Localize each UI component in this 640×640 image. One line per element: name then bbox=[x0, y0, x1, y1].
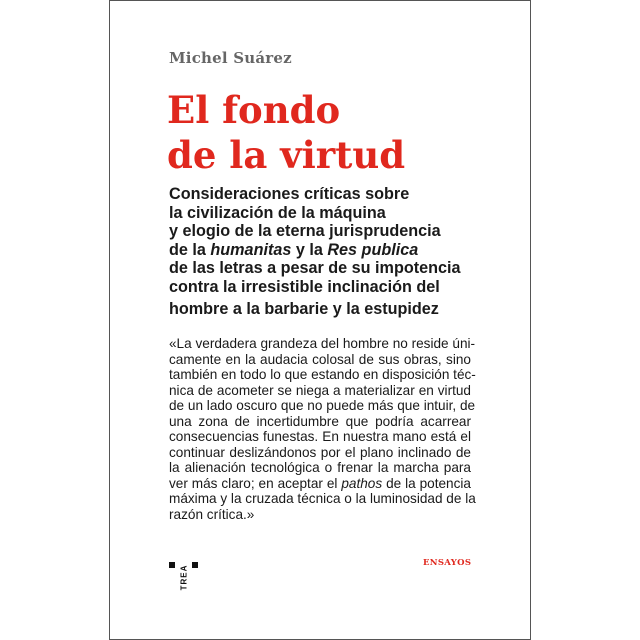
quote-line: «La verdadera grandeza del hombre no reside úni- bbox=[169, 336, 476, 351]
logo-square-right bbox=[192, 562, 198, 568]
subtitle-line: hombre a la barbarie y la estupidez bbox=[169, 299, 439, 318]
trea-logo-icon bbox=[169, 561, 199, 597]
book-subtitle bbox=[169, 185, 461, 318]
quote-line: razón crítica.» bbox=[169, 506, 255, 522]
quote-line: la alienación tecnológica o frenar la marcha para bbox=[169, 460, 471, 475]
title-line-1: El fondo bbox=[167, 88, 341, 132]
quote-line: también en todo lo que estando en disposición téc- bbox=[169, 367, 476, 382]
subtitle-line: la civilización de la máquina bbox=[169, 203, 386, 222]
back-quote bbox=[169, 336, 476, 522]
subtitle-line: Consideraciones críticas sobre bbox=[169, 185, 410, 203]
book-title bbox=[167, 88, 405, 178]
quote-line: máxima y la cruzada técnica o la luminosidad de la bbox=[169, 491, 476, 506]
subtitle-line: de las letras a pesar de su impotencia bbox=[169, 259, 461, 277]
collection-label: ENSAYOS bbox=[423, 558, 472, 568]
author-name: Michel Suárez bbox=[169, 49, 292, 67]
quote-line: nica de acometer se niega a materializar en virtud bbox=[169, 382, 471, 398]
quote-line: continuar deslizándonos por el plano inclinado de bbox=[169, 444, 471, 460]
quote-line: de un lado oscuro que no puede más que intuir, de bbox=[169, 398, 476, 413]
quote-line: ver más claro; en aceptar el pathos de la potencia bbox=[169, 475, 471, 491]
quote-line: consecuencias funestas. En nuestra mano está el bbox=[169, 429, 471, 444]
subtitle-line: contra la irresistible inclinación del bbox=[169, 277, 440, 296]
quote-line: camente en la audacia colosal de sus obras, sino bbox=[169, 351, 471, 367]
logo-square-left bbox=[169, 562, 175, 568]
title-line-2: de la virtud bbox=[167, 133, 406, 177]
quote-line: una zona de incertidumbre que podría acarrear bbox=[169, 413, 471, 429]
subtitle-line: y elogio de la eterna jurisprudencia bbox=[169, 222, 441, 240]
publisher-name: TREA bbox=[179, 564, 189, 590]
subtitle-line: de la humanitas y la Res publica bbox=[169, 240, 419, 259]
